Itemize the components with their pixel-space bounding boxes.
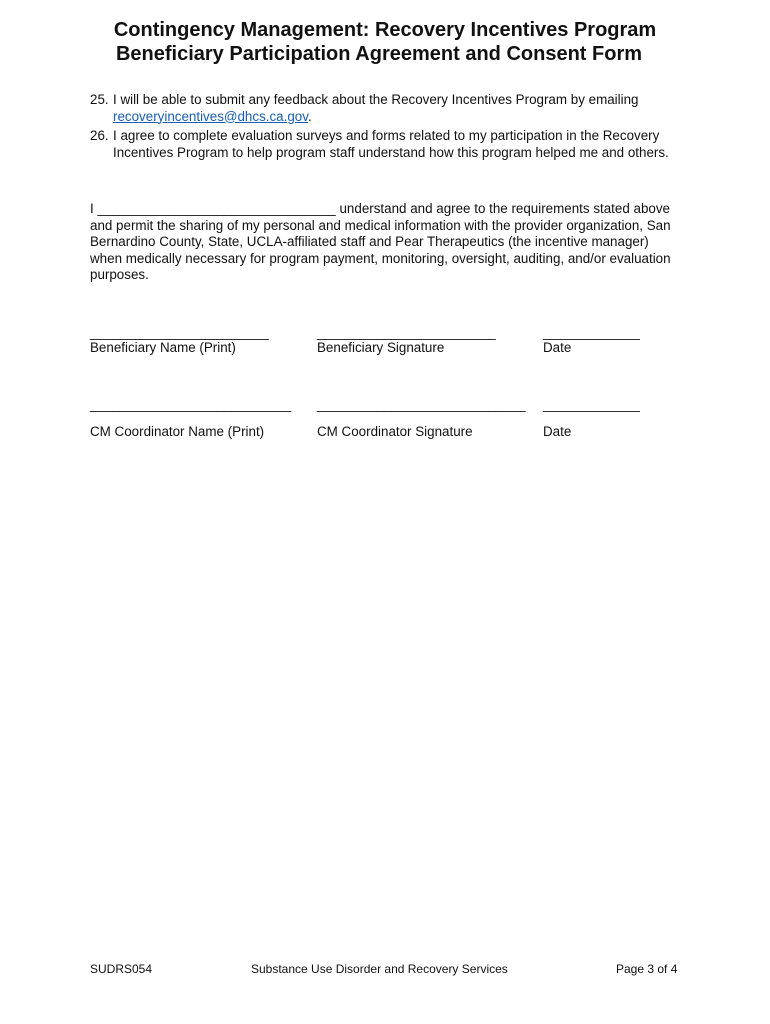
beneficiary-date-label: Date — [543, 340, 572, 355]
list-item-25 — [90, 92, 690, 125]
coordinator-name-label: CM Coordinator Name (Print) — [90, 424, 265, 439]
beneficiary-signature-line[interactable]: ________________________ — [317, 325, 496, 340]
coordinator-signature-label: CM Coordinator Signature — [317, 424, 473, 439]
item-text-before: I will be able to submit any feedback about the Recovery Incentives Program by emailing — [113, 92, 639, 107]
item-text: I agree to complete evaluation surveys and forms related to my participation in the Recovery Incentives Program to help program staff understand how this program helped me and others. — [113, 128, 669, 160]
agreement-paragraph: I ________________________________ understand and agree to the requirements stated above and permit the sharing of my personal and medical information with the provider organization, San Bernardino County, State, UCLA-affiliated staff and Pear Therapeutics (the incentive manager) when medically necessary for program payment, monitoring, oversight, auditing, and/or evaluation purposes. — [90, 201, 671, 282]
beneficiary-signature-label: Beneficiary Signature — [317, 340, 445, 355]
coordinator-signature-line[interactable]: ____________________________ — [317, 397, 526, 412]
item-number: 25. — [90, 92, 109, 107]
item-text-after: . — [307, 108, 312, 124]
beneficiary-name-label: Beneficiary Name (Print) — [90, 340, 236, 355]
footer-department: Substance Use Disorder and Recovery Services — [251, 962, 508, 976]
item-number: 26. — [90, 128, 109, 143]
coordinator-name-line[interactable]: ___________________________ — [90, 397, 292, 412]
coordinator-date-line[interactable]: _____________ — [543, 397, 640, 412]
footer-page-number: Page 3 of 4 — [616, 962, 678, 976]
beneficiary-name-line[interactable]: ________________________ — [90, 325, 269, 340]
page-title — [0, 18, 770, 66]
item-text — [90, 92, 690, 125]
coordinator-date-label: Date — [543, 424, 572, 439]
list-item-26 — [90, 128, 690, 161]
title-line-1: Contingency Management: Recovery Incentives Program — [113, 19, 657, 41]
footer-form-id: SUDRS054 — [90, 962, 153, 976]
title-line-2: Beneficiary Participation Agreement and Consent Form — [115, 43, 643, 65]
email-link[interactable]: recoveryincentives@dhcs.ca.gov — [113, 108, 308, 124]
beneficiary-date-line[interactable]: _____________ — [543, 325, 640, 340]
